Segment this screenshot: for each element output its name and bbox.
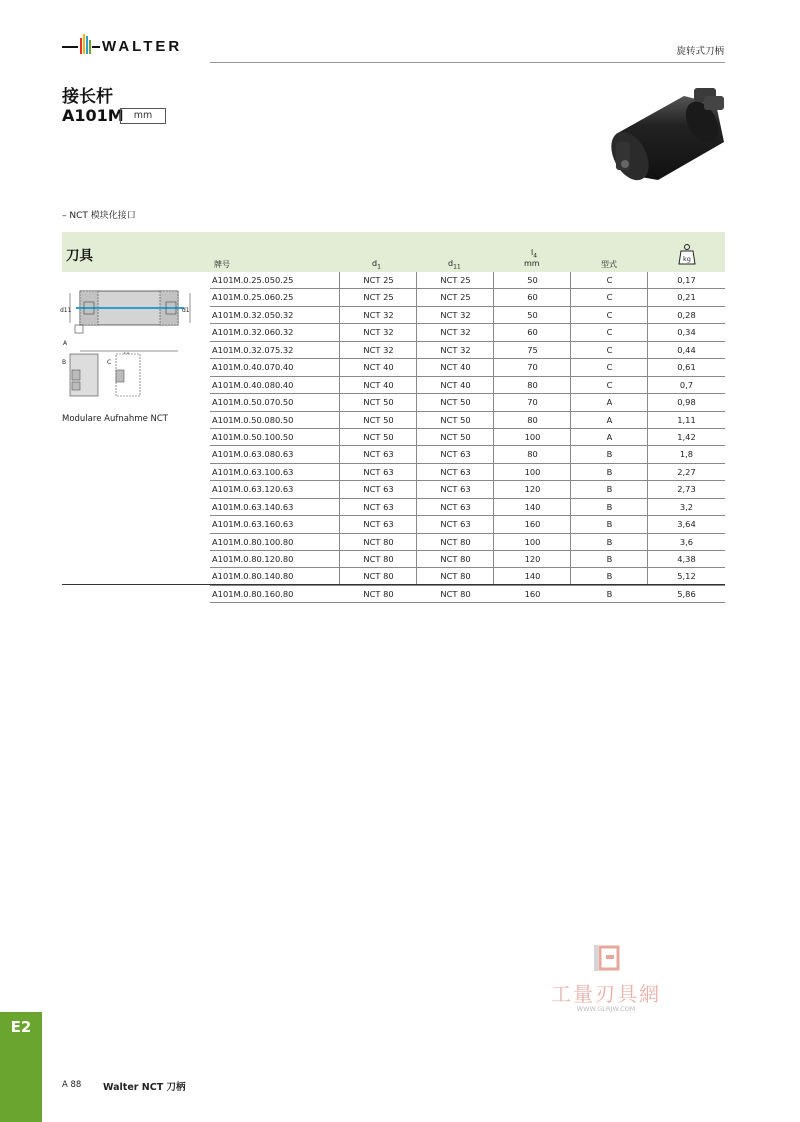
cell-weight: 2,73 <box>677 484 696 495</box>
cell-d11: NCT 80 <box>440 554 471 564</box>
cell-designation: A101M.0.63.100.63 <box>212 466 294 477</box>
cell-d11: NCT 32 <box>440 327 471 338</box>
watermark-url: WWW.GLRJW.COM <box>576 1005 636 1013</box>
svg-text:A: A <box>63 340 68 347</box>
walter-logo <box>62 32 197 58</box>
cell-designation: A101M.0.40.070.40 <box>212 362 294 373</box>
cell-d1: NCT 32 <box>363 327 394 338</box>
col-header-designation: 牌号 <box>214 260 230 269</box>
cell-l4: 80 <box>527 414 538 425</box>
feature-bullet: – NCT 模块化接口 <box>62 211 136 221</box>
cell-l4: 120 <box>524 554 541 564</box>
svg-text:d1: d1 <box>182 307 190 314</box>
cell-designation: A101M.0.63.120.63 <box>212 484 294 495</box>
cell-d1: NCT 40 <box>363 362 394 373</box>
cell-d11: NCT 63 <box>440 484 471 495</box>
footer-title: Walter NCT 刀柄 <box>103 1082 186 1093</box>
cell-type: B <box>606 519 613 530</box>
cell-l4: 100 <box>524 431 541 442</box>
col-header-l4-unit: mm <box>524 259 540 268</box>
cell-d11: NCT 40 <box>440 362 471 373</box>
drawing-caption: Modulare Aufnahme NCT <box>62 414 169 424</box>
cell-type: B <box>606 554 613 564</box>
cell-weight: 0,28 <box>677 309 696 320</box>
cell-designation: A101M.0.80.100.80 <box>212 536 294 547</box>
cell-weight: 1,11 <box>677 414 696 425</box>
cell-weight: 0,7 <box>679 379 694 390</box>
cell-designation: A101M.0.50.100.50 <box>212 431 294 442</box>
cell-type: C <box>606 379 613 390</box>
cell-designation: A101M.0.32.060.32 <box>212 327 294 338</box>
cell-d1: NCT 80 <box>363 554 394 564</box>
cell-designation: A101M.0.80.140.80 <box>212 571 294 582</box>
cell-weight: 3,2 <box>679 501 694 512</box>
cell-designation: A101M.0.25.050.25 <box>212 275 294 285</box>
cell-type: A <box>606 414 613 425</box>
cell-designation: A101M.0.40.080.40 <box>212 379 294 390</box>
cell-d11: NCT 63 <box>440 501 471 512</box>
cell-weight: 3,6 <box>679 536 694 547</box>
watermark <box>536 943 676 1018</box>
cell-weight: 0,98 <box>677 397 696 408</box>
logo-text: WALTER <box>102 38 183 55</box>
table-header-band <box>62 232 725 272</box>
cell-l4: 60 <box>527 292 538 303</box>
cell-weight: 4,38 <box>677 554 696 564</box>
product-image <box>606 82 736 190</box>
cell-type: B <box>606 484 613 495</box>
cell-type: B <box>606 571 613 582</box>
cell-designation: A101M.0.32.050.32 <box>212 309 294 320</box>
col-header-d1: $d_1$ <box>372 259 381 271</box>
chapter-tab-label: E2 <box>10 1018 32 1036</box>
chapter-tab <box>0 1012 42 1122</box>
model-code: A101M <box>62 106 124 125</box>
svg-text:d11: d11 <box>60 307 72 314</box>
cell-l4: 100 <box>524 536 541 547</box>
cell-d11: NCT 50 <box>440 397 471 408</box>
cell-designation: A101M.0.80.120.80 <box>212 554 294 564</box>
cell-d11: NCT 25 <box>440 292 471 303</box>
cell-type: C <box>606 344 613 355</box>
cell-d1: NCT 40 <box>363 379 394 390</box>
cell-l4: 60 <box>527 327 538 338</box>
watermark-logo-icon <box>536 943 676 977</box>
cell-designation: A101M.0.63.140.63 <box>212 501 294 512</box>
cell-l4: 75 <box>527 344 538 355</box>
cell-type: B <box>606 466 613 477</box>
cell-d11: NCT 80 <box>440 536 471 547</box>
cell-l4: 160 <box>524 519 541 530</box>
cell-d1: NCT 80 <box>363 588 394 599</box>
col-header-l4: $l_4$ <box>530 248 538 260</box>
cell-weight: 0,17 <box>677 275 696 285</box>
cell-d11: NCT 80 <box>440 588 471 599</box>
svg-text:kg: kg <box>683 255 691 263</box>
cell-designation: A101M.0.80.160.80 <box>212 588 294 599</box>
cell-designation: A101M.0.25.060.25 <box>212 292 294 303</box>
cell-d1: NCT 63 <box>363 484 394 495</box>
cell-d11: NCT 40 <box>440 379 471 390</box>
column-divider <box>647 272 648 585</box>
svg-text:C: C <box>107 359 112 366</box>
cell-weight: 5,86 <box>677 588 696 599</box>
cell-designation: A101M.0.63.080.63 <box>212 449 294 460</box>
cell-d11: NCT 63 <box>440 519 471 530</box>
cell-d11: NCT 50 <box>440 414 471 425</box>
cell-weight: 2,27 <box>677 466 696 477</box>
column-divider <box>570 272 571 585</box>
cell-d1: NCT 50 <box>363 414 394 425</box>
cell-l4: 80 <box>527 449 538 460</box>
cell-d1: NCT 63 <box>363 519 394 530</box>
page-number: A 88 <box>62 1080 82 1090</box>
weight-icon <box>678 243 696 265</box>
header-rule <box>210 62 725 63</box>
cell-l4: 140 <box>524 501 541 512</box>
cell-d1: NCT 80 <box>363 571 394 582</box>
table-section-title: 刀具 <box>66 248 93 264</box>
cell-type: C <box>606 327 613 338</box>
col-header-d11: $d_{11}$ <box>448 259 461 271</box>
cell-l4: 100 <box>524 466 541 477</box>
cell-d11: NCT 63 <box>440 449 471 460</box>
cell-weight: 5,12 <box>677 571 696 582</box>
column-divider <box>493 272 494 585</box>
cell-type: C <box>606 309 613 320</box>
cell-d1: NCT 63 <box>363 501 394 512</box>
col-header-type: 型式 <box>601 260 617 269</box>
cell-designation: A101M.0.50.070.50 <box>212 397 294 408</box>
cell-d11: NCT 32 <box>440 309 471 320</box>
cell-d1: NCT 32 <box>363 344 394 355</box>
column-divider <box>339 272 340 585</box>
cell-weight: 0,61 <box>677 362 696 373</box>
cell-type: B <box>606 501 613 512</box>
cell-d1: NCT 25 <box>363 292 394 303</box>
cell-type: A <box>606 431 613 442</box>
cell-d1: NCT 80 <box>363 536 394 547</box>
cell-weight: 0,21 <box>677 292 696 303</box>
cell-weight: 0,44 <box>677 344 696 355</box>
unit-badge: mm <box>120 108 166 124</box>
cell-type: C <box>606 362 613 373</box>
cell-type: C <box>606 275 613 285</box>
cell-d1: NCT 50 <box>363 397 394 408</box>
cell-d11: NCT 25 <box>440 275 471 285</box>
section-label: 旋转式刀柄 <box>676 46 724 57</box>
cell-d1: NCT 63 <box>363 449 394 460</box>
column-divider <box>416 272 417 585</box>
cell-weight: 1,42 <box>677 431 696 442</box>
cell-type: B <box>606 449 613 460</box>
cell-l4: 80 <box>527 379 538 390</box>
cell-designation: A101M.0.32.075.32 <box>212 344 294 355</box>
cell-d1: NCT 63 <box>363 466 394 477</box>
cell-l4: 50 <box>527 309 538 320</box>
cell-type: C <box>606 292 613 303</box>
cell-designation: A101M.0.63.160.63 <box>212 519 294 530</box>
cell-l4: 70 <box>527 397 538 408</box>
cell-d1: NCT 50 <box>363 431 394 442</box>
cell-l4: 140 <box>524 571 541 582</box>
cell-l4: 120 <box>524 484 541 495</box>
logo-mark-icon <box>62 32 102 58</box>
cell-type: B <box>606 536 613 547</box>
cell-weight: 1,8 <box>679 449 694 460</box>
watermark-text: 工量刃具網 <box>551 982 661 1006</box>
cell-type: A <box>606 397 613 408</box>
cell-l4: 70 <box>527 362 538 373</box>
cell-d1: NCT 32 <box>363 309 394 320</box>
cell-l4: 50 <box>527 275 538 285</box>
cell-d11: NCT 32 <box>440 344 471 355</box>
cell-d11: NCT 80 <box>440 571 471 582</box>
cell-designation: A101M.0.50.080.50 <box>212 414 294 425</box>
cell-type: B <box>606 588 613 599</box>
cell-d1: NCT 25 <box>363 275 394 285</box>
page-title: 接长杆 <box>62 87 113 107</box>
cell-weight: 3,64 <box>677 519 696 530</box>
table-bottom-rule <box>62 584 725 585</box>
svg-text:B: B <box>62 359 67 366</box>
cell-l4: 160 <box>524 588 541 599</box>
cell-d11: NCT 50 <box>440 431 471 442</box>
cell-weight: 0,34 <box>677 327 696 338</box>
cell-d11: NCT 63 <box>440 466 471 477</box>
type-drawings <box>60 350 170 400</box>
table-row <box>210 586 725 603</box>
